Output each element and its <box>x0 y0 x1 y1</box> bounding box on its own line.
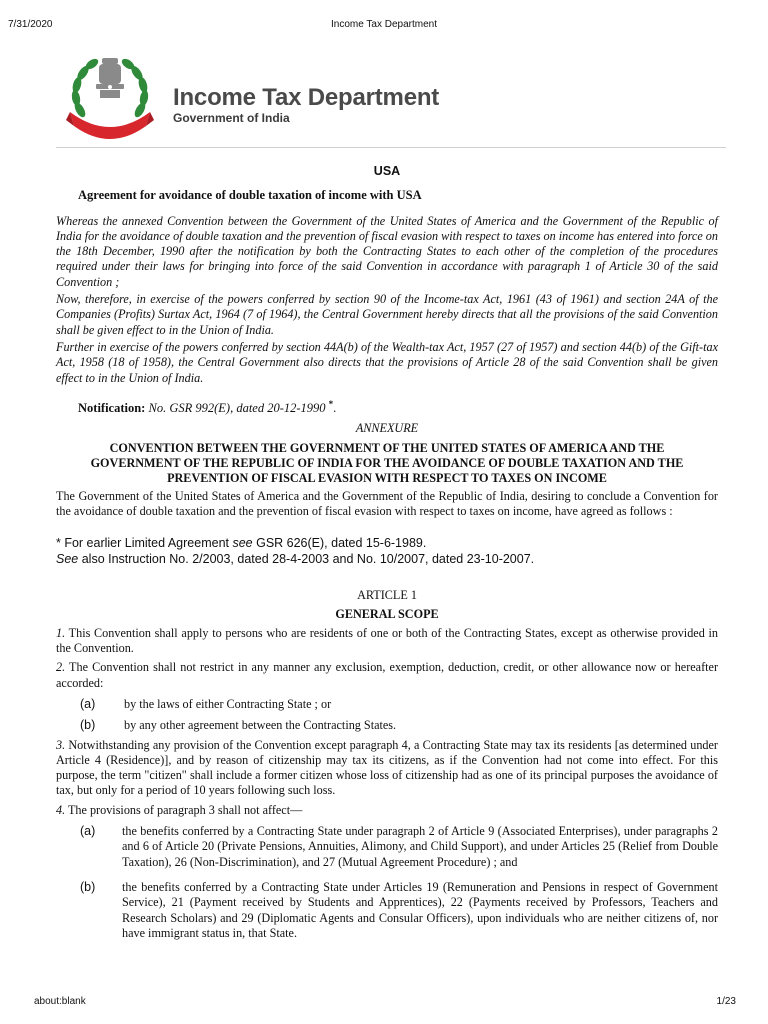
sub-clause-label: (b) <box>80 718 96 733</box>
convention-intro: The Government of the United States of America and the Government of the Republic of India, desiring to conclude a Convention for the avoidance of double taxation and the prevention of fiscal evasion with respect to taxes on income, have agreed as follows : <box>56 488 718 518</box>
convention-title: CONVENTION BETWEEN THE GOVERNMENT OF THE UNITED STATES OF AMERICA AND THE GOVERNMENT OF THE REPUBLIC OF INDIA FOR THE AVOIDANCE OF DOUBLE TAXATION AND THE PREVENTION OF FISCAL EVASION WITH RESPECT TO TAXES ON INCOME <box>90 440 684 485</box>
footnote-line <box>56 535 718 551</box>
print-url: about:blank <box>34 996 86 1007</box>
preamble-paragraph: Further in exercise of the powers conferred by section 44A(b) of the Wealth-tax Act, 1957 (27 of 1957) and section 44(b) of the Gift-tax Act, 1958 (18 of 1958), the Central Government also directs that the provisions of Article 28 of the said Convention shall be given effect to in the Union of India. <box>56 339 718 385</box>
footnote-see: See <box>56 552 79 567</box>
sub-clause-text: the benefits conferred by a Contracting State under paragraph 2 of Article 9 (Associated Enterprises), under paragraphs 2 and 6 of Article 20 (Private Pensions, Annuities, Alimony, and Child Support), and under Articles 25 (Relief from Double Taxation), 26 (Non-Discrimination), and 27 (Mutual Agreement Procedure) ; and <box>122 824 718 869</box>
paragraph-number: 1. <box>56 625 66 640</box>
paragraph-text: This Convention shall apply to persons who are residents of one or both of the Contracting States, except as otherwise provided in the Convention. <box>56 625 718 656</box>
sub-clause-list <box>56 824 718 941</box>
sub-clause <box>80 880 718 941</box>
sub-clause <box>80 718 718 733</box>
notification-line: Notification: No. GSR 992(E), dated 20-12-1990 *. <box>78 398 337 416</box>
notification-text: No. GSR 992(E), dated 20-12-1990 <box>148 401 326 416</box>
sub-clause <box>80 824 718 870</box>
footnote-text: GSR 626(E), dated 15-6-1989. <box>252 536 427 551</box>
sub-clause-list <box>56 697 718 734</box>
preamble-paragraph: Now, therefore, in exercise of the powers conferred by section 90 of the Income-tax Act, 1961 (43 of 1961) and section 24A of the Companies (Profits) Surtax Act, 1964 (7 of 1964), the Central Government hereby directs that all the provisions of the said Convention shall be given effect to in the Union of India. <box>56 292 718 337</box>
income-tax-emblem-icon <box>66 50 154 142</box>
notification-label: Notification: <box>78 401 146 416</box>
paragraph-text: The provisions of paragraph 3 shall not affect— <box>65 802 303 817</box>
department-title: Income Tax Department <box>173 84 440 111</box>
masthead-divider <box>56 147 726 148</box>
article-paragraph <box>56 660 718 691</box>
print-page-number: 1/23 <box>716 996 736 1007</box>
print-header <box>0 0 768 30</box>
footnote-see: see <box>232 536 253 551</box>
annexure-heading: ANNEXURE <box>355 421 419 436</box>
masthead <box>56 46 726 148</box>
article-paragraph <box>56 738 718 799</box>
sub-clause-text: by the laws of either Contracting State ; or <box>124 696 332 711</box>
print-footer <box>0 996 768 1016</box>
paragraph-number: 3. <box>56 737 66 752</box>
footnote-line <box>56 551 718 567</box>
preamble-paragraph: Whereas the annexed Convention between the Government of the United States of America and the Government of the Republic of India for the avoidance of double taxation and the prevention of fiscal evasion with respect to taxes on income has entered into force on the 18th December, 1990 after the notification by both the Contracting States to each other of the completion of the procedures required under their laws for bringing into force of the said Convention in accordance with paragraph 1 of Article 30 of the said Convention ; <box>56 213 718 289</box>
print-date: 7/31/2020 <box>8 19 53 30</box>
paragraph-number: 2. <box>56 660 66 675</box>
article-heading: GENERAL SCOPE <box>335 606 439 621</box>
document-content <box>56 160 718 941</box>
paragraph-text: Notwithstanding any provision of the Convention except paragraph 4, a Contracting State may tax its residents [as determined under Article 4 (Residence)], and by reason of citizenship may tax its citizens, as if the Convention had not come into effect. For this purpose, the term "citizen" shall include a former citizen whose loss of citizenship had as one of its principal purposes the avoidance of tax, but only for a period of 10 years following such loss. <box>56 737 718 798</box>
country-heading: USA <box>373 164 401 178</box>
sub-clause-label: (b) <box>80 879 96 894</box>
article-paragraph <box>56 803 718 818</box>
sub-clause-text: by any other agreement between the Contracting States. <box>124 718 397 733</box>
article-paragraph <box>56 626 718 657</box>
footnotes <box>56 535 718 567</box>
footnote-text: also Instruction No. 2/2003, dated 28-4-2003 and No. 10/2007, dated 23-10-2007. <box>78 552 535 567</box>
agreement-title: Agreement for avoidance of double taxation of income with USA <box>78 188 422 203</box>
sub-clause-label: (a) <box>80 824 96 839</box>
notification-footnote-mark: * <box>328 398 334 409</box>
paragraph-text: The Convention shall not restrict in any manner any exclusion, exemption, deduction, credit, or other allowance now or hereafter accorded: <box>56 660 718 690</box>
article-number: ARTICLE 1 <box>357 588 417 603</box>
sub-clause-text: the benefits conferred by a Contracting State under Articles 19 (Remuneration and Pensions in respect of Government Service), 21 (Payment received by Students and Apprentices), 22 (Payments received by Professors, Teachers and Research Scholars) and 29 (Diplomatic Agents and Consular Officers), upon individuals who are neither citizens of, nor have immigrant status in, that State. <box>122 879 718 940</box>
sub-clause-label: (a) <box>80 696 96 711</box>
print-title: Income Tax Department <box>331 19 437 30</box>
paragraph-number: 4. <box>56 802 66 817</box>
footnote-text: * For earlier Limited Agreement <box>56 536 233 551</box>
department-subtitle: Government of India <box>173 111 290 125</box>
sub-clause <box>80 697 718 712</box>
